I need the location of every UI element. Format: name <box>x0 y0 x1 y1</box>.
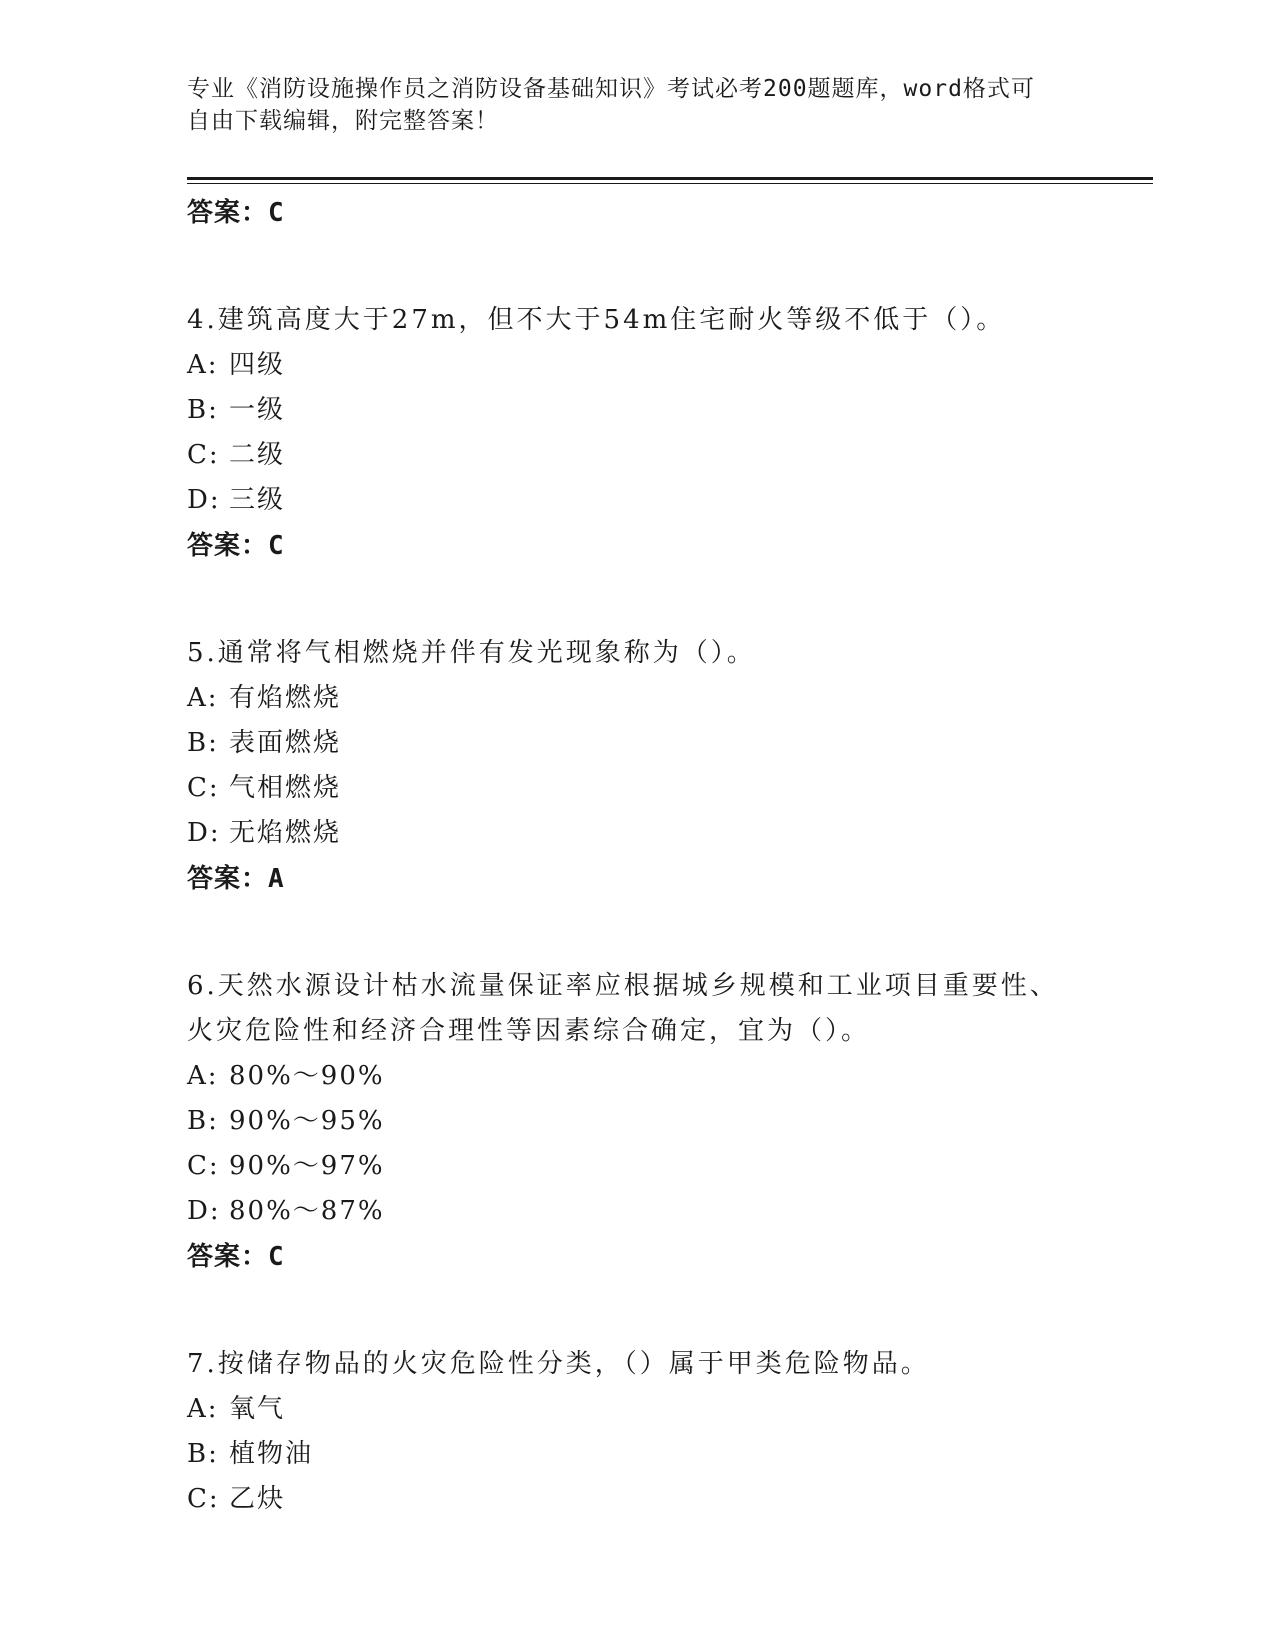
option-key: D: <box>187 485 221 515</box>
option-text: 90%～97% <box>229 1151 385 1181</box>
header-divider-thick <box>187 177 1153 180</box>
option-text: 二级 <box>229 440 286 470</box>
option-text: 植物油 <box>229 1439 314 1469</box>
option-b <box>187 1099 1087 1144</box>
question-text <box>187 298 1087 343</box>
question-text-line: 5.通常将气相燃烧并伴有发光现象称为（）。 <box>187 638 756 668</box>
option-text: 无焰燃烧 <box>229 818 342 848</box>
option-key: C: <box>187 773 220 803</box>
option-c <box>187 1144 1087 1189</box>
question-text-line: 4.建筑高度大于27m，但不大于54m住宅耐火等级不低于（）。 <box>187 305 1006 335</box>
option-c <box>187 766 1087 811</box>
spacer <box>187 1280 1087 1342</box>
option-c <box>187 433 1087 478</box>
option-text: 四级 <box>229 350 286 380</box>
option-key: A: <box>187 1061 219 1091</box>
answer-line: 答案：C <box>187 1242 285 1272</box>
option-key: C: <box>187 440 220 470</box>
option-d <box>187 478 1087 523</box>
answer-line: 答案：A <box>187 864 285 894</box>
option-key: B: <box>187 1106 219 1136</box>
option-text: 氧气 <box>229 1394 286 1424</box>
option-text: 80%～87% <box>229 1196 385 1226</box>
answer-line: 答案：C <box>187 198 285 228</box>
option-text: 乙炔 <box>229 1484 286 1514</box>
option-key: B: <box>187 728 219 758</box>
question-5 <box>187 631 1087 902</box>
spacer <box>187 569 1087 631</box>
option-key: C: <box>187 1484 220 1514</box>
question-text-line: 7.按储存物品的火灾危险性分类，（）属于甲类危险物品。 <box>187 1349 930 1379</box>
option-d <box>187 1189 1087 1234</box>
question-list <box>187 190 1087 1522</box>
header-line-1: 专业《消防设施操作员之消防设备基础知识》考试必考200题题库，word格式可 <box>187 76 1035 102</box>
option-key: A: <box>187 350 219 380</box>
question-text <box>187 964 1087 1054</box>
option-text: 气相燃烧 <box>229 773 342 803</box>
spacer <box>187 902 1087 964</box>
option-text: 一级 <box>229 395 286 425</box>
header-line-2: 自由下载编辑，附完整答案！ <box>187 108 499 134</box>
question-4 <box>187 298 1087 569</box>
option-text: 80%～90% <box>229 1061 385 1091</box>
option-c <box>187 1477 1087 1522</box>
option-key: C: <box>187 1151 220 1181</box>
option-text: 三级 <box>229 485 286 515</box>
option-d <box>187 811 1087 856</box>
option-a <box>187 1387 1087 1432</box>
option-key: D: <box>187 818 221 848</box>
option-text: 90%～95% <box>229 1106 385 1136</box>
option-text: 有焰燃烧 <box>229 683 342 713</box>
question-text-line: 火灾危险性和经济合理性等因素综合确定，宜为（）。 <box>187 1016 871 1046</box>
option-b <box>187 721 1087 766</box>
option-key: B: <box>187 1439 219 1469</box>
document-header <box>187 73 1087 137</box>
option-key: A: <box>187 1394 219 1424</box>
question-text <box>187 1342 1087 1387</box>
header-divider-thin <box>187 183 1153 184</box>
option-b <box>187 1432 1087 1477</box>
spacer <box>187 236 1087 298</box>
option-b <box>187 388 1087 433</box>
option-a <box>187 1054 1087 1099</box>
option-text: 表面燃烧 <box>229 728 342 758</box>
option-key: D: <box>187 1196 221 1226</box>
option-a <box>187 343 1087 388</box>
question-7 <box>187 1342 1087 1522</box>
question-text-line: 6.天然水源设计枯水流量保证率应根据城乡规模和工业项目重要性、 <box>187 971 1059 1001</box>
option-key: A: <box>187 683 219 713</box>
option-a <box>187 676 1087 721</box>
question-text <box>187 631 1087 676</box>
question-6 <box>187 964 1087 1280</box>
answer-line: 答案：C <box>187 531 285 561</box>
option-key: B: <box>187 395 219 425</box>
